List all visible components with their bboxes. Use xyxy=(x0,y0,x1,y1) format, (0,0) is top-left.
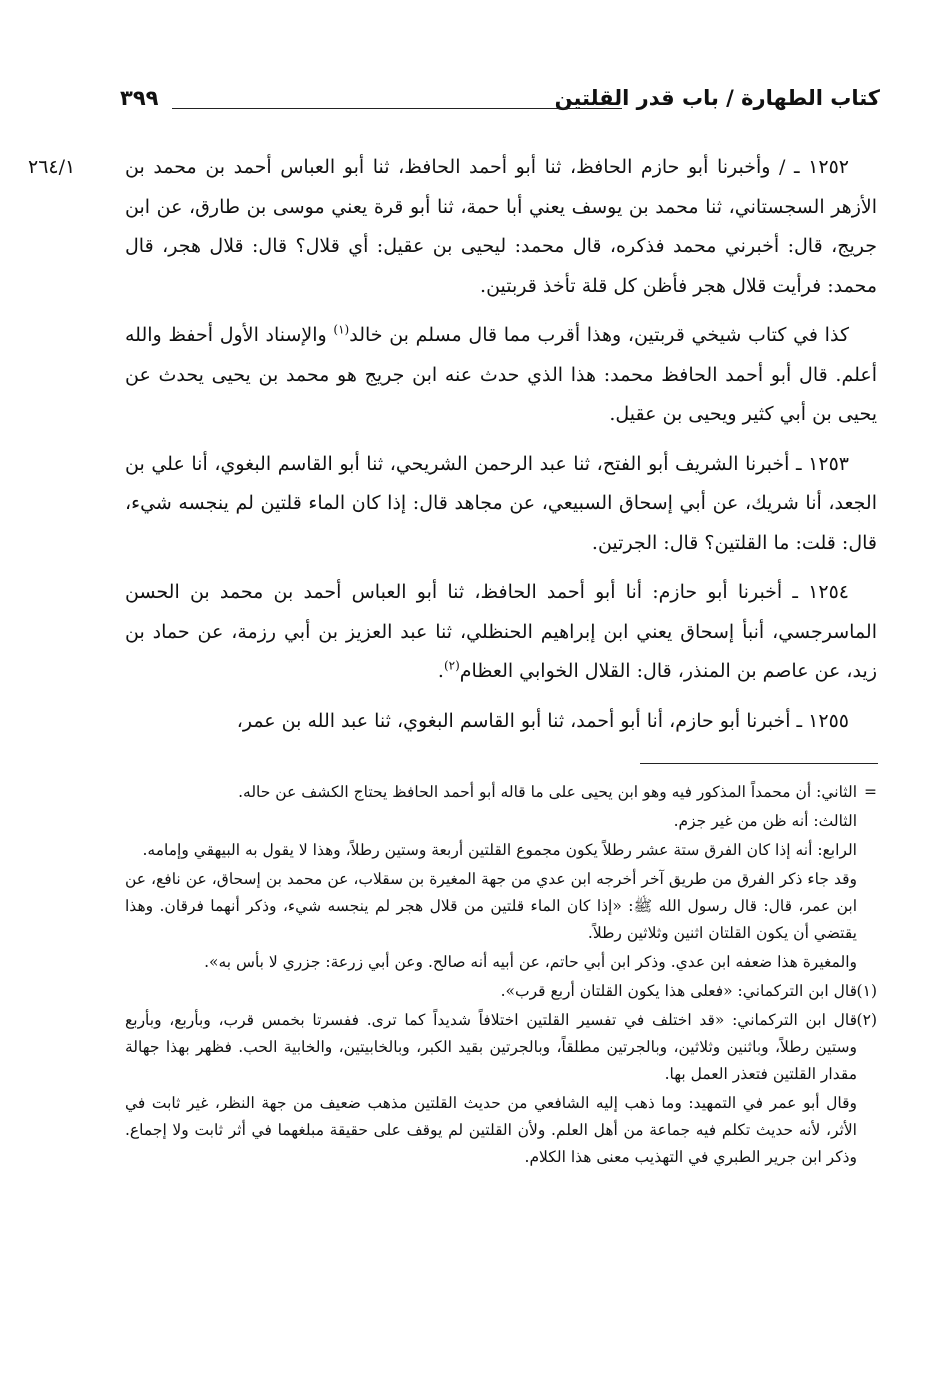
commentary-text: كذا في كتاب شيخي قربتين، وهذا أقرب مما قال مسلم بن خالد xyxy=(349,324,849,346)
footnote-2-text: قال ابن التركماني: «قد اختلف في تفسير القلتين اختلافاً شديداً كما ترى. ففسرتا بخمس قرب، وبأربع، وبأربع وستين رطلاً، وباثنين وثلاثين، وبالجرتين مطلقاً، وبالجرتين بقيد الكبر، وبالخابيتين، والخابية الحب. فظهر بهذا جهالة مقدار القلتين فتعذر العمل بها. xyxy=(125,1011,857,1083)
page-header xyxy=(120,86,880,126)
hadith-1255: ١٢٥٥ ـ أخبرنا أبو حازم، أنا أبو أحمد، ثنا أبو القاسم البغوي، ثنا عبد الله بن عمر، xyxy=(236,709,849,732)
hadith-1253: ١٢٥٣ ـ أخبرنا الشريف أبو الفتح، ثنا عبد الرحمن الشريحي، ثنا أبو القاسم البغوي، أنا علي بن الجعد، أنا شريك، عن أبي إسحاق السبيعي، عن مجاهد قال: إذا كان الماء قلتين لم ينجسه شيء، قال: قلت: ما القلتين؟ قال: الجرتين. xyxy=(125,452,877,554)
footnote-1-mark: (١) xyxy=(856,982,877,1000)
footnote-2 xyxy=(125,1007,877,1088)
page-number: ٣٩٩ xyxy=(120,86,159,110)
footnotes xyxy=(125,779,877,1173)
footnote-1-text: قال ابن التركماني: «فعلى هذا يكون القلتان أربع قرب». xyxy=(500,982,857,1000)
footnote-line: الثالث: أنه ظن من غير جزم. xyxy=(673,812,857,830)
margin-reference: ٢٦٤/١ xyxy=(28,156,76,178)
footnote-ref-1[interactable]: (١) xyxy=(333,322,350,337)
footnote-line: الرابع: أنه إذا كان الفرق ستة عشر رطلاً يكون مجموع القلتين أربعة وستين رطلاً، وهذا لا يقول به البيهقي وإمامه. xyxy=(142,841,857,859)
hadith-1254-end: . xyxy=(437,660,444,682)
commentary-paragraph xyxy=(125,316,877,435)
running-title: كتاب الطهارة / باب قدر القلتين xyxy=(554,86,880,110)
hadith-1252: ١٢٥٢ ـ / وأخبرنا أبو حازم الحافظ، ثنا أبو أحمد الحافظ، ثنا أبو العباس أحمد بن محمد بن الأزهر السجستاني، ثنا محمد بن يوسف يعني أبا حمة، ثنا أبو قرة يعني موسى بن طارق، عن ابن جريج، قال: أخبرني محمد فذكره، قال محمد: ليحيى بن عقيل: أي قلال؟ قال: قلال هجر، قال محمد: فرأيت قلال هجر فأظن كل قلة تأخذ قربتين. xyxy=(125,156,877,297)
hadith-1254 xyxy=(125,573,877,692)
footnote-line: وقد جاء ذكر الفرق من طريق آخر أخرجه ابن عدي من جهة المغيرة بن سقلاب، عن محمد بن إسحاق، عن نافع، عن ابن عمر، قال: قال رسول الله ﷺ: «إذا كان الماء قلتين من قلال هجر لم ينجسه شيء، وذكر أنهما فرقان. وهذا يقتضي أن يكون القلتان اثنين وثلاثين رطلاً. xyxy=(125,870,857,942)
footnote-continued xyxy=(125,779,877,806)
hadith-1254-text: ١٢٥٤ ـ أخبرنا أبو حازم: أنا أبو أحمد الحافظ، ثنا أبو العباس أحمد بن محمد بن الحسن الماسرجسي، أنبأ إسحاق يعني ابن إبراهيم الحنظلي، ثنا عبد العزيز بن أبي رزمة، عن حماد بن زيد، عن عاصم بن المنذر، قال: القلال الخوابي العظام xyxy=(125,581,877,682)
main-text xyxy=(125,148,877,741)
commentary-text-rest: والإسناد الأول أحفظ والله أعلم. قال أبو أحمد الحافظ محمد: هذا الذي حدث عنه ابن جريج هو محمد بن يحيى يحدث عن يحيى بن أبي كثير ويحيى بن عقيل. xyxy=(125,324,877,425)
footnote-ref-2[interactable]: (٢) xyxy=(443,658,460,673)
footnote-rule xyxy=(640,763,878,764)
footnote-1 xyxy=(125,978,877,1005)
footnote-2-mark: (٢) xyxy=(856,1011,877,1029)
footnote-2-continued: وقال أبو عمر في التمهيد: وما ذهب إليه الشافعي من حديث القلتين مذهب ضعيف من جهة النظر، غير ثابت في الأثر، لأنه حديث تكلم فيه جماعة من أهل العلم. ولأن القلتين لم يوقف على حقيقة مبلغهما في أثر ثابت ولا إجماع. وذكر ابن جرير الطبري في التهذيب معنى هذا الكلام. xyxy=(125,1094,857,1166)
header-rule xyxy=(172,108,622,109)
footnote-line: والمغيرة هذا ضعفه ابن عدي. وذكر ابن أبي حاتم، عن أبيه أنه صالح. وعن أبي زرعة: جزري لا بأس به». xyxy=(204,953,857,971)
footnote-line: الثاني: أن محمداً المذكور فيه وهو ابن يحيى على ما قاله أبو أحمد الحافظ يحتاج الكشف عن حاله. xyxy=(238,783,857,801)
continued-mark: = xyxy=(864,783,877,801)
